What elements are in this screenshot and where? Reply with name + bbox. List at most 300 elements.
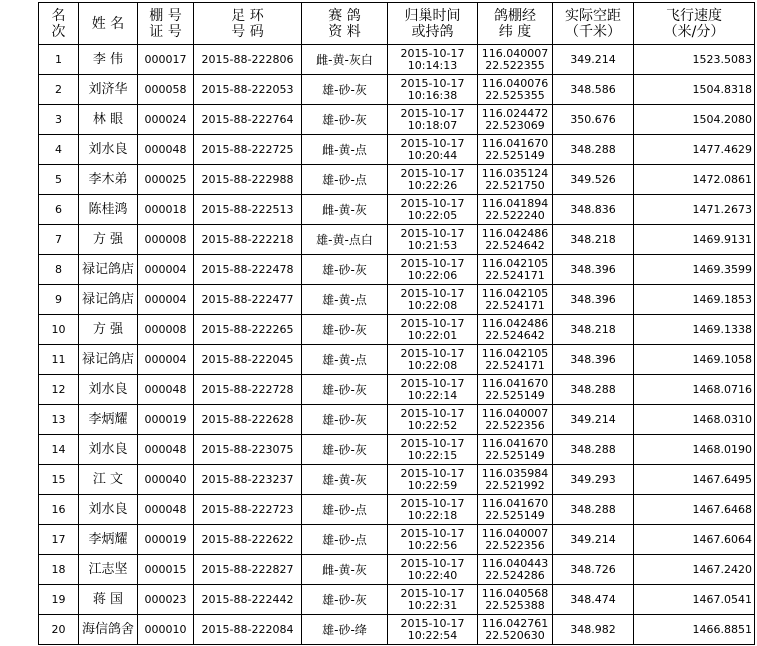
speed-cell: 1467.6468 [634,495,755,525]
speed-cell: 1469.1058 [634,345,755,375]
speed-cell: 1504.8318 [634,75,755,105]
rank-cell: 13 [39,405,79,435]
rank-cell: 18 [39,555,79,585]
distance-cell: 349.214 [553,45,634,75]
coords-cell-line1: 116.040443 [481,556,549,570]
arrival-cell [388,585,478,615]
ring-number-cell: 2015-88-222442 [194,585,302,615]
ring-number-cell: 2015-88-222218 [194,225,302,255]
distance-cell: 348.474 [553,585,634,615]
coords-cell [478,255,553,285]
header-bird-line2: 资 料 [328,23,361,40]
coords-cell-line1: 116.041670 [481,436,549,450]
arrival-cell [388,345,478,375]
arrival-cell [388,495,478,525]
bird-info-cell: 雄-砂-灰 [302,75,388,105]
ring-number-cell: 2015-88-222806 [194,45,302,75]
ring-number-cell: 2015-88-222725 [194,135,302,165]
speed-cell: 1469.1338 [634,315,755,345]
distance-cell: 348.726 [553,555,634,585]
header-coords-line2: 纬 度 [498,23,532,40]
rank-cell: 2 [39,75,79,105]
header-loft-line2: 证 号 [149,23,182,40]
ring-number-cell: 2015-88-222988 [194,165,302,195]
loft-id-cell: 000015 [138,555,194,585]
arrival-cell-line1: 2015-10-17 [400,196,465,210]
coords-cell [478,525,553,555]
coords-cell-line2: 22.525149 [485,448,545,462]
coords-cell-line2: 22.524286 [485,568,545,582]
coords-cell-line2: 22.524642 [485,238,545,252]
name-cell: 李木弟 [79,165,138,195]
arrival-cell [388,75,478,105]
rank-cell: 14 [39,435,79,465]
coords-cell-line1: 116.040007 [481,46,549,60]
coords-cell-line1: 116.041894 [481,196,549,210]
header-coords-line1: 鸽棚经 [494,7,536,24]
arrival-cell-line2: 10:16:38 [407,88,458,102]
header-speed-line1: 飞行速度 [666,7,722,24]
distance-cell: 349.526 [553,165,634,195]
arrival-cell-line1: 2015-10-17 [400,346,465,360]
table-row [39,405,755,435]
arrival-cell [388,45,478,75]
table-row [39,285,755,315]
loft-id-cell: 000018 [138,195,194,225]
race-results-table [38,2,755,645]
name-cell: 李炳耀 [79,405,138,435]
arrival-cell-line1: 2015-10-17 [400,466,465,480]
distance-cell: 349.293 [553,465,634,495]
arrival-cell-line2: 10:22:31 [407,598,458,612]
arrival-cell-line2: 10:22:01 [407,328,458,342]
rank-cell: 12 [39,375,79,405]
name-cell: 江 文 [79,465,138,495]
table-row [39,465,755,495]
arrival-cell-line2: 10:22:26 [407,178,458,192]
name-cell: 刘水良 [79,375,138,405]
ring-number-cell: 2015-88-223075 [194,435,302,465]
table-row [39,105,755,135]
arrival-cell [388,555,478,585]
header-rank [39,3,79,45]
bird-info-cell: 雄-砂-点 [302,165,388,195]
arrival-cell-line1: 2015-10-17 [400,436,465,450]
ring-number-cell: 2015-88-222478 [194,255,302,285]
speed-cell: 1469.3599 [634,255,755,285]
rank-cell: 8 [39,255,79,285]
header-arrival-line1: 归巢时间 [404,7,461,24]
bird-info-cell: 雄-黄-点 [302,345,388,375]
coords-cell [478,165,553,195]
distance-cell: 348.396 [553,285,634,315]
table-row [39,165,755,195]
speed-cell: 1467.0541 [634,585,755,615]
arrival-cell [388,195,478,225]
coords-cell-line2: 22.524171 [485,298,545,312]
coords-cell-line2: 22.522355 [485,58,545,72]
coords-cell [478,315,553,345]
coords-cell [478,495,553,525]
coords-cell-line2: 22.520630 [485,628,545,642]
loft-id-cell: 000023 [138,585,194,615]
arrival-cell-line2: 10:22:18 [407,508,458,522]
header-loft [138,3,194,45]
arrival-cell [388,615,478,645]
coords-cell-line2: 22.521750 [485,178,545,192]
ring-number-cell: 2015-88-222628 [194,405,302,435]
coords-cell-line1: 116.040568 [481,586,549,600]
arrival-cell-line1: 2015-10-17 [400,256,465,270]
header-coords [478,3,553,45]
table-body [39,45,755,645]
header-bird [302,3,388,45]
bird-info-cell: 雌-黄-灰 [302,555,388,585]
speed-cell: 1467.2420 [634,555,755,585]
arrival-cell-line2: 10:22:14 [407,388,458,402]
loft-id-cell: 000048 [138,495,194,525]
distance-cell: 348.396 [553,345,634,375]
coords-cell [478,405,553,435]
loft-id-cell: 000010 [138,615,194,645]
arrival-cell-line1: 2015-10-17 [400,376,465,390]
coords-cell-line2: 22.524171 [485,358,545,372]
name-cell: 蒋 国 [79,585,138,615]
name-cell: 李炳耀 [79,525,138,555]
rank-cell: 4 [39,135,79,165]
coords-cell-line2: 22.525355 [485,88,545,102]
distance-cell: 349.214 [553,405,634,435]
coords-cell-line1: 116.041670 [481,496,549,510]
header-ring-line1: 足 环 [231,7,264,24]
ring-number-cell: 2015-88-222053 [194,75,302,105]
rank-cell: 3 [39,105,79,135]
coords-cell-line2: 22.524642 [485,328,545,342]
arrival-cell [388,435,478,465]
distance-cell: 348.218 [553,225,634,255]
arrival-cell-line1: 2015-10-17 [400,286,465,300]
coords-cell [478,435,553,465]
rank-cell: 5 [39,165,79,195]
coords-cell-line2: 22.525388 [485,598,545,612]
speed-cell: 1468.0190 [634,435,755,465]
table-row [39,375,755,405]
coords-cell-line1: 116.041670 [481,376,549,390]
table-row [39,45,755,75]
results-sheet [38,2,754,645]
speed-cell: 1467.6495 [634,465,755,495]
bird-info-cell: 雄-砂-灰 [302,405,388,435]
arrival-cell [388,375,478,405]
loft-id-cell: 000017 [138,45,194,75]
loft-id-cell: 000004 [138,255,194,285]
name-cell: 方 强 [79,315,138,345]
speed-cell: 1466.8851 [634,615,755,645]
coords-cell-line2: 22.522356 [485,538,545,552]
table-row [39,435,755,465]
table-row [39,255,755,285]
speed-cell: 1468.0716 [634,375,755,405]
arrival-cell-line2: 10:22:08 [407,358,458,372]
distance-cell: 348.288 [553,435,634,465]
coords-cell-line1: 116.042105 [481,286,549,300]
coords-cell [478,45,553,75]
name-cell: 江志坚 [79,555,138,585]
header-ring-line2: 号 码 [231,23,264,40]
header-rank-line1: 名 [51,7,66,24]
bird-info-cell: 雄-砂-灰 [302,585,388,615]
coords-cell [478,585,553,615]
coords-cell [478,465,553,495]
arrival-cell [388,165,478,195]
header-name [79,3,138,45]
name-cell: 李 伟 [79,45,138,75]
name-cell: 禄记鸽店 [79,285,138,315]
name-cell: 方 强 [79,225,138,255]
coords-cell-line1: 116.035124 [481,166,549,180]
arrival-cell-line2: 10:22:59 [407,478,458,492]
rank-cell: 16 [39,495,79,525]
table-row [39,345,755,375]
speed-cell: 1468.0310 [634,405,755,435]
ring-number-cell: 2015-88-222265 [194,315,302,345]
ring-number-cell: 2015-88-222728 [194,375,302,405]
ring-number-cell: 2015-88-222477 [194,285,302,315]
distance-cell: 348.288 [553,375,634,405]
bird-info-cell: 雌-黄-点 [302,135,388,165]
header-loft-line1: 棚 号 [149,7,182,24]
name-cell: 刘水良 [79,435,138,465]
distance-cell: 348.396 [553,255,634,285]
name-cell: 禄记鸽店 [79,345,138,375]
speed-cell: 1523.5083 [634,45,755,75]
speed-cell: 1469.9131 [634,225,755,255]
table-row [39,225,755,255]
arrival-cell-line1: 2015-10-17 [400,406,465,420]
arrival-cell [388,465,478,495]
arrival-cell-line2: 10:14:13 [407,58,458,72]
bird-info-cell: 雄-砂-绛 [302,615,388,645]
coords-cell-line2: 22.525149 [485,148,545,162]
coords-cell [478,345,553,375]
arrival-cell-line1: 2015-10-17 [400,616,465,630]
arrival-cell-line2: 10:22:05 [407,208,458,222]
coords-cell-line1: 116.024472 [481,106,549,120]
arrival-cell-line2: 10:22:56 [407,538,458,552]
coords-cell [478,615,553,645]
coords-cell-line1: 116.040076 [481,76,549,90]
table-row [39,495,755,525]
coords-cell-line2: 22.524171 [485,268,545,282]
rank-cell: 7 [39,225,79,255]
coords-cell-line2: 22.522240 [485,208,545,222]
header-speed [634,3,755,45]
coords-cell [478,105,553,135]
header-arrival-line2: 或持鸽 [411,23,454,40]
arrival-cell-line1: 2015-10-17 [400,586,465,600]
loft-id-cell: 000019 [138,525,194,555]
arrival-cell-line2: 10:22:54 [407,628,458,642]
arrival-cell-line1: 2015-10-17 [400,76,465,90]
distance-cell: 348.218 [553,315,634,345]
coords-cell-line2: 22.523069 [485,118,545,132]
table-row [39,315,755,345]
coords-cell-line2: 22.525149 [485,508,545,522]
coords-cell-line2: 22.525149 [485,388,545,402]
arrival-cell-line2: 10:22:52 [407,418,458,432]
arrival-cell [388,525,478,555]
bird-info-cell: 雄-砂-灰 [302,435,388,465]
loft-id-cell: 000004 [138,285,194,315]
table-row [39,555,755,585]
coords-cell-line1: 116.040007 [481,406,549,420]
speed-cell: 1504.2080 [634,105,755,135]
loft-id-cell: 000004 [138,345,194,375]
loft-id-cell: 000048 [138,135,194,165]
bird-info-cell: 雄-砂-灰 [302,315,388,345]
name-cell: 刘水良 [79,495,138,525]
arrival-cell [388,135,478,165]
arrival-cell-line2: 10:22:06 [407,268,458,282]
arrival-cell-line1: 2015-10-17 [400,526,465,540]
bird-info-cell: 雄-黄-点白 [302,225,388,255]
arrival-cell [388,315,478,345]
ring-number-cell: 2015-88-222045 [194,345,302,375]
arrival-cell-line1: 2015-10-17 [400,46,465,60]
coords-cell-line1: 116.042486 [481,316,549,330]
arrival-cell-line2: 10:22:40 [407,568,458,582]
rank-cell: 17 [39,525,79,555]
loft-id-cell: 000025 [138,165,194,195]
distance-cell: 348.288 [553,495,634,525]
loft-id-cell: 000058 [138,75,194,105]
speed-cell: 1477.4629 [634,135,755,165]
bird-info-cell: 雌-黄-灰白 [302,45,388,75]
bird-info-cell: 雄-砂-点 [302,495,388,525]
header-row [39,3,755,45]
table-row [39,135,755,165]
ring-number-cell: 2015-88-222513 [194,195,302,225]
arrival-cell [388,105,478,135]
arrival-cell-line2: 10:22:08 [407,298,458,312]
distance-cell: 348.586 [553,75,634,105]
header-ring [194,3,302,45]
coords-cell-line1: 116.042105 [481,256,549,270]
loft-id-cell: 000048 [138,375,194,405]
rank-cell: 15 [39,465,79,495]
coords-cell-line1: 116.040007 [481,526,549,540]
loft-id-cell: 000024 [138,105,194,135]
header-speed-line2: （米/分） [663,23,725,40]
coords-cell [478,225,553,255]
coords-cell [478,135,553,165]
arrival-cell-line1: 2015-10-17 [400,106,465,120]
arrival-cell-line1: 2015-10-17 [400,226,465,240]
coords-cell-line1: 116.042761 [481,616,549,630]
coords-cell-line1: 116.035984 [481,466,549,480]
name-cell: 林 眼 [79,105,138,135]
coords-cell-line1: 116.042105 [481,346,549,360]
arrival-cell-line2: 10:22:15 [407,448,458,462]
arrival-cell-line1: 2015-10-17 [400,556,465,570]
table-row [39,525,755,555]
bird-info-cell: 雄-砂-灰 [302,105,388,135]
arrival-cell-line1: 2015-10-17 [400,316,465,330]
bird-info-cell: 雄-黄-点 [302,285,388,315]
ring-number-cell: 2015-88-222764 [194,105,302,135]
coords-cell-line1: 116.041670 [481,136,549,150]
name-cell: 海信鸽舍 [79,615,138,645]
arrival-cell [388,285,478,315]
arrival-cell [388,225,478,255]
ring-number-cell: 2015-88-222084 [194,615,302,645]
rank-cell: 11 [39,345,79,375]
ring-number-cell: 2015-88-223237 [194,465,302,495]
ring-number-cell: 2015-88-222723 [194,495,302,525]
distance-cell: 350.676 [553,105,634,135]
header-name-line1: 姓 名 [91,15,125,32]
header-distance [553,3,634,45]
ring-number-cell: 2015-88-222827 [194,555,302,585]
loft-id-cell: 000040 [138,465,194,495]
rank-cell: 20 [39,615,79,645]
speed-cell: 1469.1853 [634,285,755,315]
bird-info-cell: 雄-砂-灰 [302,255,388,285]
header-distance-line2: （千米） [565,23,621,40]
rank-cell: 19 [39,585,79,615]
coords-cell [478,195,553,225]
header-bird-line1: 赛 鸽 [328,7,361,24]
loft-id-cell: 000019 [138,405,194,435]
table-row [39,195,755,225]
bird-info-cell: 雄-砂-点 [302,525,388,555]
arrival-cell-line1: 2015-10-17 [400,166,465,180]
coords-cell [478,375,553,405]
speed-cell: 1472.0861 [634,165,755,195]
table-row [39,75,755,105]
coords-cell-line2: 22.522356 [485,418,545,432]
header-rank-line2: 次 [51,23,66,40]
table-row [39,615,755,645]
arrival-cell-line2: 10:18:07 [407,118,458,132]
header-distance-line1: 实际空距 [565,7,621,24]
distance-cell: 348.836 [553,195,634,225]
loft-id-cell: 000048 [138,435,194,465]
name-cell: 禄记鸽店 [79,255,138,285]
distance-cell: 348.288 [553,135,634,165]
rank-cell: 10 [39,315,79,345]
bird-info-cell: 雄-砂-灰 [302,375,388,405]
speed-cell: 1471.2673 [634,195,755,225]
loft-id-cell: 000008 [138,315,194,345]
header-arrival [388,3,478,45]
distance-cell: 348.982 [553,615,634,645]
name-cell: 陈桂鸿 [79,195,138,225]
coords-cell-line2: 22.521992 [485,478,545,492]
distance-cell: 349.214 [553,525,634,555]
bird-info-cell: 雌-黄-灰 [302,195,388,225]
rank-cell: 1 [39,45,79,75]
name-cell: 刘水良 [79,135,138,165]
arrival-cell [388,255,478,285]
arrival-cell-line2: 10:20:44 [407,148,458,162]
ring-number-cell: 2015-88-222622 [194,525,302,555]
table-row [39,585,755,615]
arrival-cell-line1: 2015-10-17 [400,496,465,510]
coords-cell-line1: 116.042486 [481,226,549,240]
coords-cell [478,555,553,585]
rank-cell: 9 [39,285,79,315]
